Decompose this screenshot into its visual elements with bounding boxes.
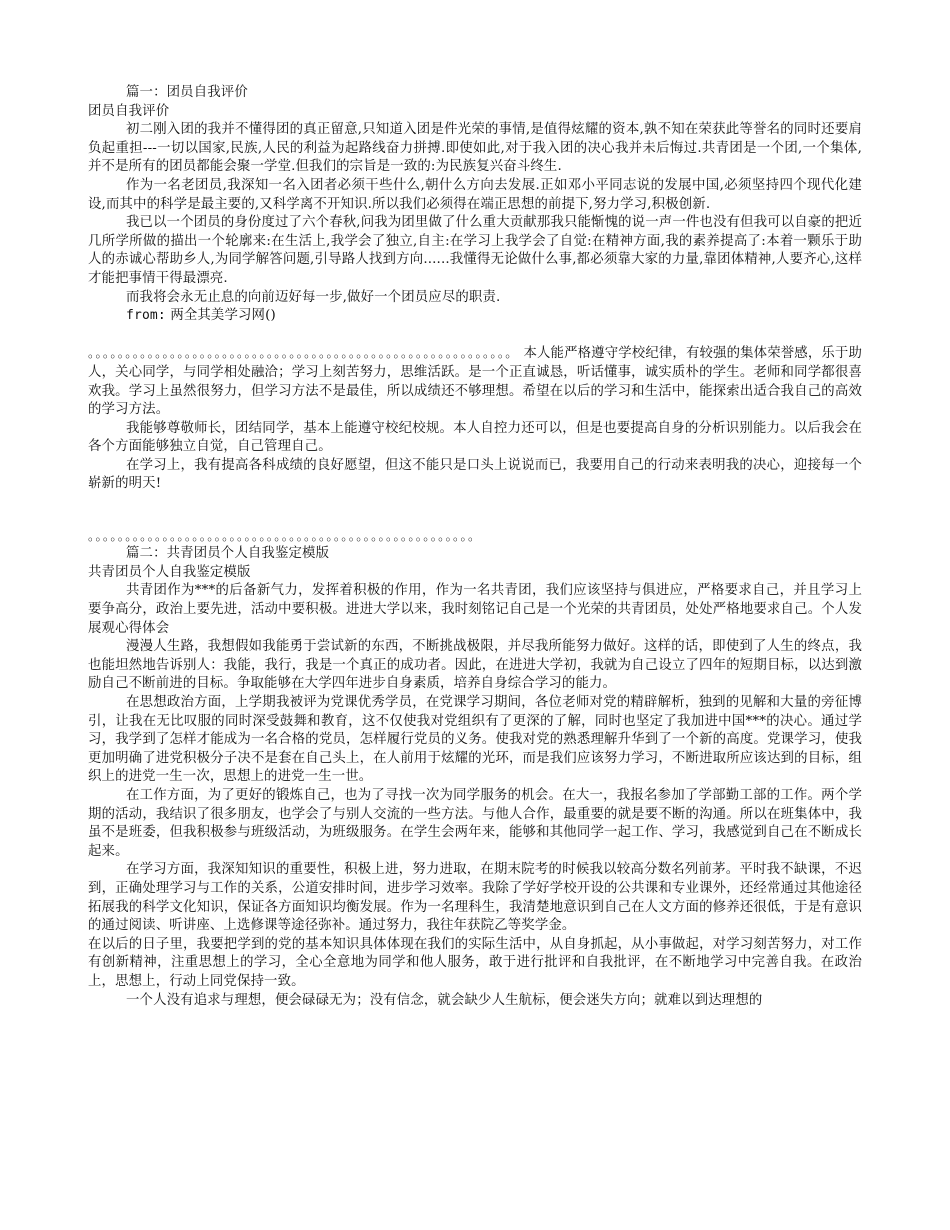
part1-title: 团员自我评价	[88, 103, 170, 119]
part1-paragraph-3: 我已以一个团员的身份度过了六个春秋,问我为团里做了什么重大贡献那我只能惭愧的说一声一件也没有但我可以自豪的把近几所学所做的描出一个轮廓来:在生活上,我学会了独立,自主:在学习上我学会了自觉:在精神方面,我的素养提高了:本着一颗乐于助人的赤诚心帮助乡人,为同学解答问题,引导路人找到方向......我懂得无论做什么事,都必须靠大家的力量,靠团体精神,人要齐心,这样才能把事情干得最漂亮.	[88, 215, 862, 286]
block2-lead-text: 本人能严格遵守学校纪律，有较强的集体荣誉感，乐于助人，关心同学，与同学相处融洽；学习上刻苦努力，思维活跃。是一个正直诚恳，听话懂事，诚实质朴的学生。老师和同学都很喜欢我。学习上虽然很努力，但学习方法不是最佳，所以成绩还不够理想。希望在以后的学习和生活中，能探索出适合我自己的高效的学习方法。	[88, 346, 862, 418]
part2-last-paragraph: 一个人没有追求与理想，便会碌碌无为；没有信念，就会缺少人生航标，便会迷失方向；就难以到达理想的	[126, 992, 763, 1008]
document-page	[88, 84, 862, 1010]
part2-paragraph-2: 漫漫人生路，我想假如我能勇于尝试新的东西，不断挑战极限，并尽我所能努力做好。这样的话，即使到了人生的终点，我也能坦然地告诉别人：我能，我行，我是一个真正的成功者。因此，在进进大学初，我就为自己设立了四年的短期目标，以达到激励自己不断前进的目标。争取能够在大学四年进步自身素质，培养自身综合学习的能力。	[88, 639, 862, 692]
block2-lead	[88, 344, 862, 419]
part2-paragraph-3: 在思想政治方面，上学期我被评为党课优秀学员，在党课学习期间，各位老师对党的精辟解析，独到的见解和大量的旁征博引，让我在无比叹服的同时深受鼓舞和教育，这不仅使我对党组织有了更深的了解，同时也坚定了我加进中国***的决心。通过学习，我学到了怎样才能成为一名合格的党员，怎样履行党员的义务。使我对党的熟悉理解升华到了一个新的高度。党课学习，使我更加明确了进党积极分子决不是套在自己头上，在人前用于炫耀的光环，而是我们应该努力学习，不断进取所应该达到的目标，组织上的进党一生一次，思想上的进党一生一世。	[88, 695, 862, 785]
part2-flush-paragraph: 在以后的日子里，我要把学到的党的基本知识具体体现在我们的实际生活中，从自身抓起，从小事做起，对学习刻苦努力，对工作有创新精神，注重思想上的学习，全心全意地为同学和他人服务，敢于进行批评和自我批评，在不断地学习中完善自我。在政治上，思想上，行动上同党保持一致。	[88, 936, 862, 989]
dot-separator-2: 。。。。。。。。。。。。。。。。。。。。。。。。。。。。。。。。。。。。。。。。。。。。。。。。。。。。	[88, 527, 482, 543]
block2-paragraph-1: 我能够尊敬师长，团结同学，基本上能遵守校纪校规。本人自控力还可以，但是也要提高自身的分析识别能力。以后我会在各个方面能够独立自觉，自己管理自己。	[88, 420, 862, 455]
part2-paragraph-1: 共青团作为***的后备新气力，发挥着积极的作用，作为一名共青团，我们应该坚持与俱进应，严格要求自己，并且学习上要争高分，政治上要先进，活动中要积极。进进大学以来，我时刻铭记自己是一个光荣的共青团员，处处严格地要求自己。个人发展观心得体会	[88, 583, 862, 636]
part2-paragraph-5: 在学习方面，我深知知识的重要性，积极上进，努力进取，在期末院考的时候我以较高分数名列前茅。平时我不缺课，不迟到，正确处理学习与工作的关系，公道安排时间，进步学习效率。我除了学好学校开设的公共课和专业课外，还经常通过其他途径拓展我的科学文化知识，保证各方面知识均衡发展。作为一名理科生，我清楚地意识到自己在人文方面的修养还很低，于是有意识的通过阅读、听讲座、上选修课等途径弥补。通过努力，我往年获院乙等奖学金。	[88, 862, 862, 934]
spacer	[88, 326, 862, 345]
part2-heading: 篇二：共青团员个人自我鉴定模版	[126, 546, 330, 562]
part1-paragraph-2: 作为一名老团员,我深知一名入团者必须干些什么,朝什么方向去发展.正如邓小平同志说的发展中国,必须坚持四个现代化建设,而其中的科学是最主要的,又科学离不开知识.所以我们必须得在端正思想的前提下,努力学习,积极创新.	[88, 177, 862, 212]
source-label: from:	[126, 308, 166, 324]
block2-paragraph-2: 在学习上，我有提高各科成绩的良好愿望，但这不能只是口头上说说而已，我要用自己的行动来表明我的决心，迎接每一个崭新的明天!	[88, 457, 862, 492]
dot-separator-1: 。。。。。。。。。。。。。。。。。。。。。。。。。。。。。。。。。。。。。。。。。。。。。。。。。。。。。。。。。	[88, 345, 520, 361]
spacer	[88, 513, 862, 527]
part2-title: 共青团员个人自我鉴定模版	[88, 564, 251, 580]
part1-paragraph-4: 而我将会永无止息的向前迈好每一步,做好一个团员应尽的职责.	[126, 289, 501, 305]
spacer	[88, 494, 862, 513]
part1-paragraph-1: 初二刚入团的我并不懂得团的真正留意,只知道入团是件光荣的事情,是值得炫耀的资本,孰不知在荣获此等誉名的同时还要肩负起重担---一切以国家,民族,人民的利益为起路线奋力拼搏.即使如此,对于我入团的决心我并未后悔过.共青团是一个团,一个集体,并不是所有的团员都能会聚一学堂.但我们的宗旨是一致的:为民族复兴奋斗终生.	[88, 122, 862, 175]
part1-heading: 篇一：团员自我评价	[126, 85, 248, 100]
source-line	[88, 307, 862, 326]
part2-paragraph-4: 在工作方面，为了更好的锻炼自己，也为了寻找一次为同学服务的机会。在大一，我报名参加了学部勤工部的工作。两个学期的活动，我结识了很多朋友，也学会了与别人交流的一些方法。与他人合作，最重要的就是要不断的沟通。所以在班集体中，我虽不是班委，但我积极参与班级活动，为班级服务。在学生会两年来，能够和其他同学一起工作、学习，我感觉到自己在不断成长起来。	[88, 787, 862, 859]
source-name: 两全其美学习网()	[170, 308, 276, 324]
